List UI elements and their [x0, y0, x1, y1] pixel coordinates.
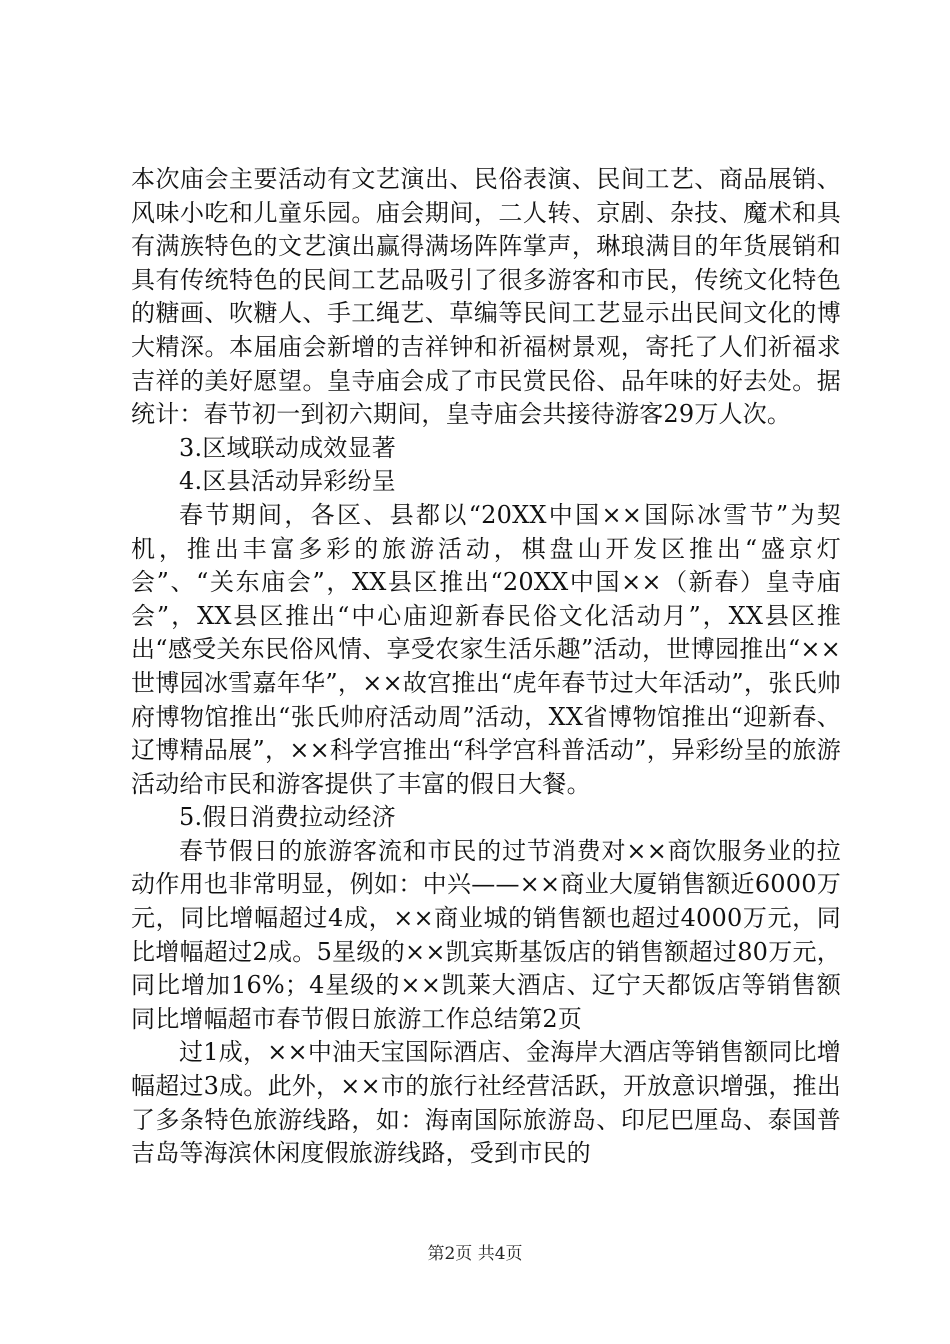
- paragraph-hotel-travel-agencies: 过1成，××中油天宝国际酒店、金海岸大酒店等销售额同比增幅超过3成。此外，××市的旅行社经营活跃，开放意识增强，推出了多条特色旅游线路，如：海南国际旅游岛、印尼巴厘岛、泰国普吉岛等海滨休闲度假旅游线路，受到市民的: [131, 1038, 841, 1168]
- page-footer: [0, 1243, 950, 1265]
- document-body: [131, 163, 841, 1171]
- section-heading-holiday-consumption: 5.假日消费拉动经济: [179, 803, 396, 832]
- paragraph-temple-fair-activities: 本次庙会主要活动有文艺演出、民俗表演、民间工艺、商品展销、风味小吃和儿童乐园。庙会期间，二人转、京剧、杂技、魔术和具有满族特色的文艺演出赢得满场阵阵掌声，琳琅满目的年货展销和具有传统特色的民间工艺品吸引了很多游客和市民，传统文化特色的糖画、吹糖人、手工绳艺、草编等民间工艺显示出民间文化的博大精深。本届庙会新增的吉祥钟和祈福树景观，寄托了人们祈福求吉祥的美好愿望。皇寺庙会成了市民赏民俗、品年味的好去处。据统计：春节初一到初六期间，皇寺庙会共接待游客29万人次。: [131, 165, 841, 429]
- paragraph-holiday-consumption: 春节假日的旅游客流和市民的过节消费对××商饮服务业的拉动作用也非常明显，例如：中兴——××商业大厦销售额近6000万元，同比增幅超过4成，××商业城的销售额也超过4000万元，同比增幅超过2成。5星级的××凯宾斯基饭店的销售额超过80万元，同比增加16%；4星级的××凯莱大酒店、辽宁天都饭店等销售额同比增幅超市春节假日旅游工作总结第2页: [131, 836, 841, 1033]
- page-number-label: 第2页 共4页: [427, 1244, 523, 1264]
- section-heading-regional-linkage: 3.区域联动成效显著: [179, 433, 396, 462]
- paragraph-district-activities: 春节期间，各区、县都以“20XX中国××国际冰雪节”为契机，推出丰富多彩的旅游活动，棋盘山开发区推出“盛京灯会”、“关东庙会”，XX县区推出“20XX中国××（新春）皇寺庙会”，XX县区推出“中心庙迎新春民俗文化活动月”，XX县区推出“感受关东民俗风情、享受农家生活乐趣”活动，世博园推出“××世博园冰雪嘉年华”，××故宫推出“虎年春节过大年活动”，张氏帅府博物馆推出“张氏帅府活动周”活动，XX省博物馆推出“迎新春、辽博精品展”，××科学宫推出“科学宫科普活动”，异彩纷呈的旅游活动给市民和游客提供了丰富的假日大餐。: [131, 500, 841, 798]
- section-heading-district-activities: 4.区县活动异彩纷呈: [179, 467, 396, 496]
